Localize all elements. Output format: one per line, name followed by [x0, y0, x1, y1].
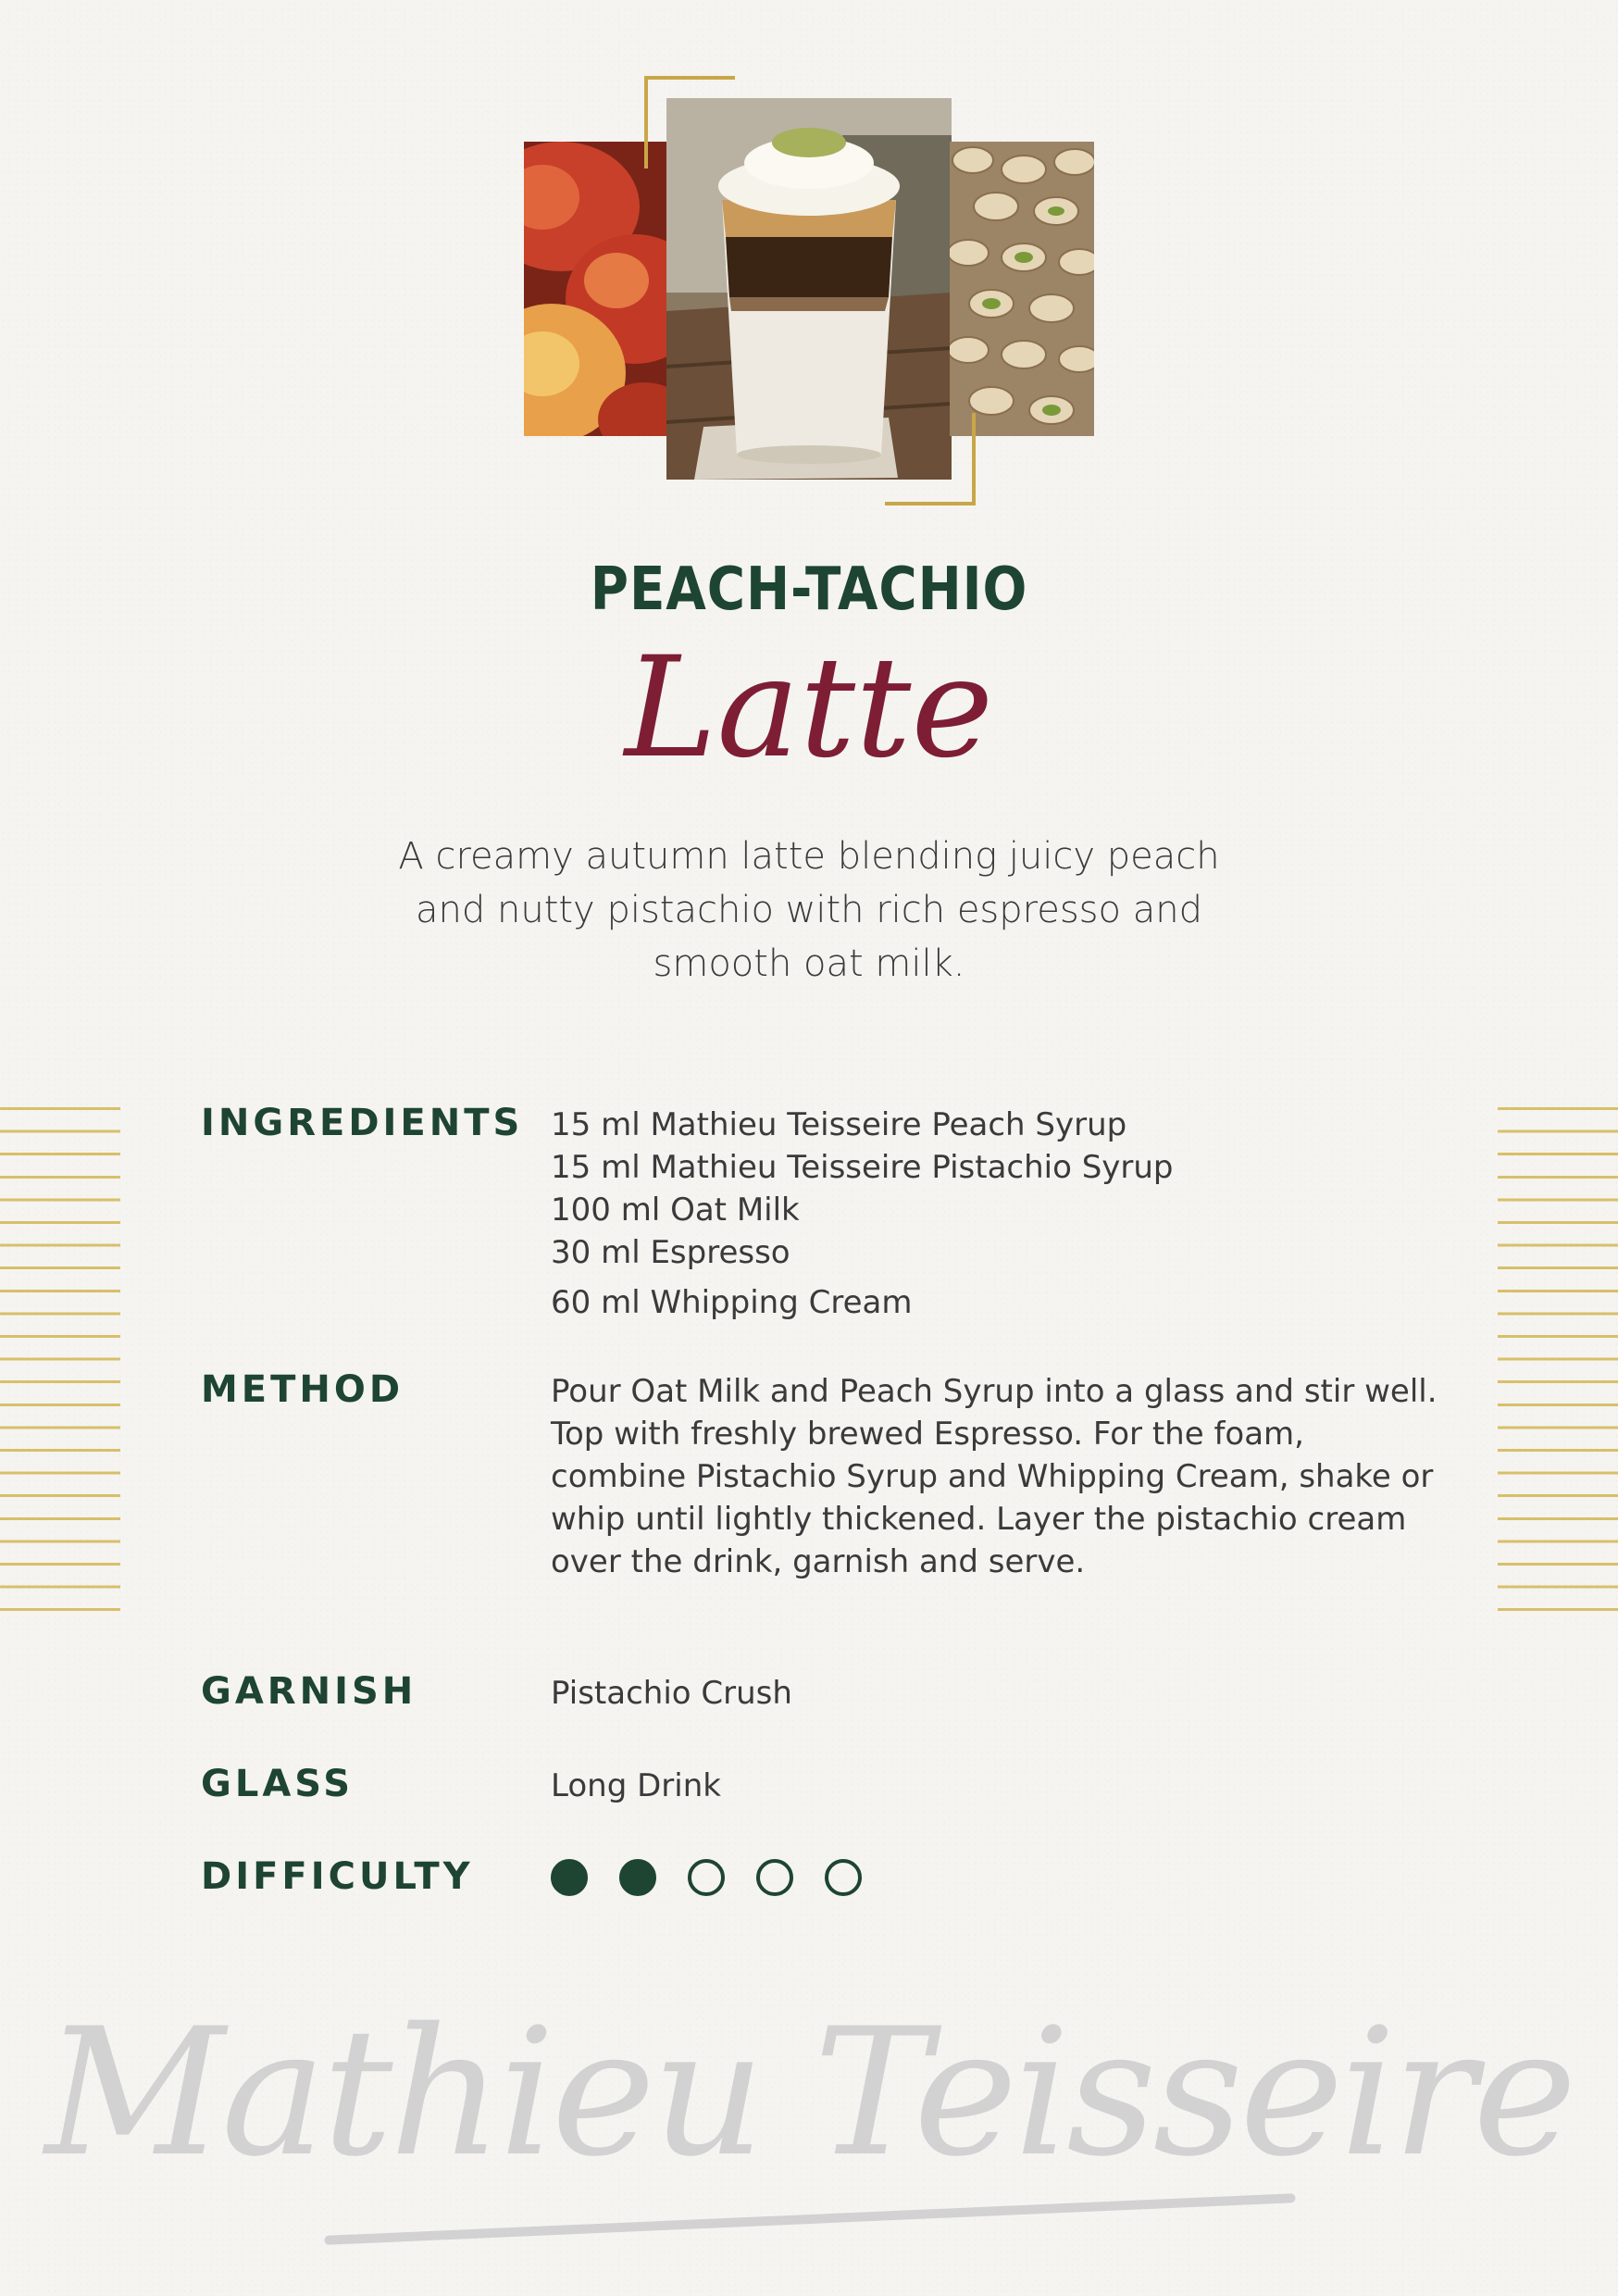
difficulty-dot-empty [756, 1859, 793, 1896]
peach-image [524, 142, 668, 436]
decorative-stripes-left [0, 1107, 120, 1615]
decorative-stripes-right [1498, 1107, 1618, 1615]
method-label: METHOD [201, 1368, 404, 1411]
ingredient-item: 15 ml Mathieu Teisseire Pistachio Syrup [551, 1149, 1174, 1186]
ingredients-label: INGREDIENTS [201, 1102, 524, 1144]
recipe-subtitle: Latte [624, 628, 994, 789]
recipe-title: PEACH-TACHIO [590, 555, 1028, 624]
gold-frame-corner-bottom-right [885, 413, 976, 505]
ingredient-item: 15 ml Mathieu Teisseire Peach Syrup [551, 1106, 1127, 1143]
difficulty-rating [551, 1859, 862, 1896]
brand-signature-underline [324, 2193, 1295, 2245]
glass-label: GLASS [201, 1763, 355, 1805]
difficulty-dot-filled [551, 1859, 588, 1896]
glass-value: Long Drink [551, 1767, 721, 1804]
difficulty-dot-filled [619, 1859, 656, 1896]
ingredient-item: 30 ml Espresso [551, 1234, 790, 1271]
ingredient-item: 60 ml Whipping Cream [551, 1284, 913, 1321]
ingredients-list [551, 1104, 1174, 1324]
pistachio-image [950, 142, 1094, 436]
gold-frame-corner-top-left [644, 76, 735, 168]
garnish-value: Pistachio Crush [551, 1675, 792, 1712]
difficulty-dot-empty [825, 1859, 862, 1896]
difficulty-label: DIFFICULTY [201, 1855, 474, 1898]
method-text: Pour Oat Milk and Peach Syrup into a glass and stir well. Top with freshly brewed Espresso. For the foam, combine Pistachio Syrup and Whipping Cream, shake or whip until lightly thickened. Layer the pistachio cream over the drink, garnish and serve. [551, 1373, 1438, 1580]
brand-signature-logo: Mathieu Teisseire [44, 1990, 1574, 2195]
difficulty-dot-empty [688, 1859, 725, 1896]
recipe-description: A creamy autumn latte blending juicy peach and nutty pistachio with rich espresso and smooth oat milk. [398, 835, 1220, 985]
ingredient-item: 100 ml Oat Milk [551, 1192, 800, 1229]
garnish-label: GARNISH [201, 1670, 417, 1713]
